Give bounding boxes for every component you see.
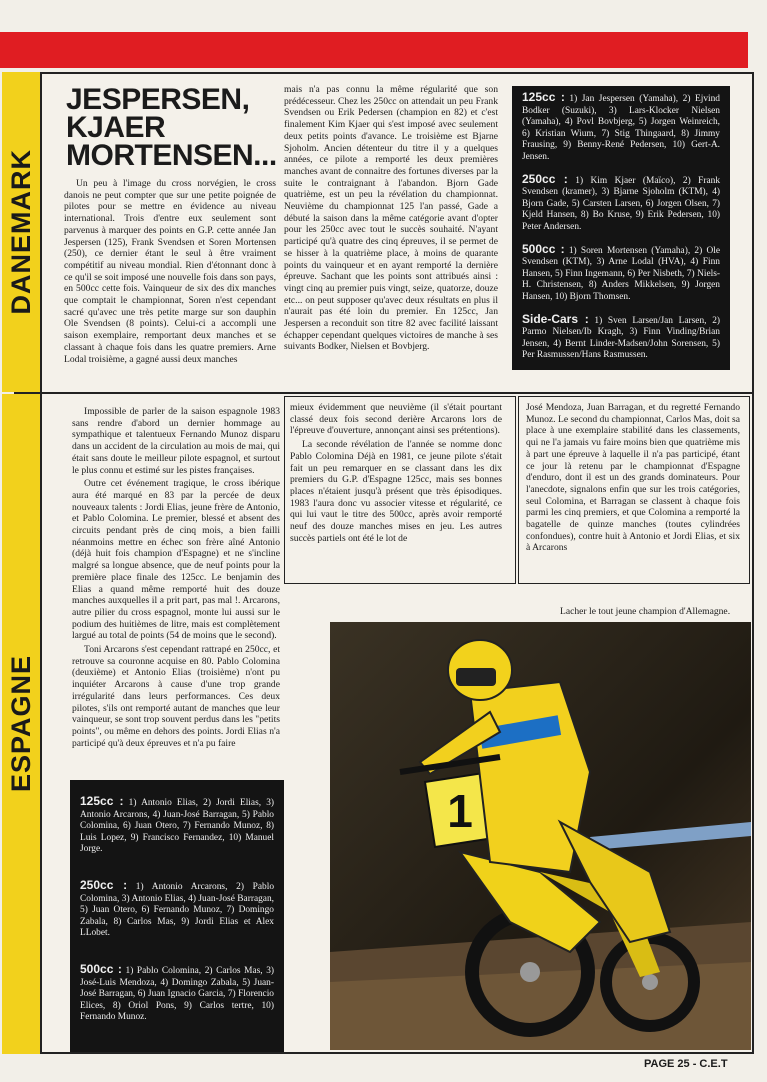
result-item: 125cc : 1) Antonio Elias, 2) Jordi Elias, 3) Antonio Arcarons, 4) Juan-José Barragan, 5) Pablo Colomina, 6) Juan Otero, 7) Fernando Munoz, 8) Luis Lopez, 9) Francisco Fernandez, 10) Manuel Jorge. xyxy=(80,794,275,855)
section-divider xyxy=(16,392,752,394)
result-item: Side-Cars : 1) Sven Larsen/Jan Larsen, 2) Parmo Nielsen/Ib Kragh, 3) Finn Vinding/Brian Jensen, 4) Bernt Linder-Madsen/John Sorensen, 5) Per Rasmussen/Hans Rasmussen. xyxy=(522,311,721,361)
spain-text-col2: mieux évidemment que neuvième (il s'était pourtant classé deux fois second derière Arcarons lors de l'épreuve d'ouverture, annonçant ainsi ses prétentions). La seconde révélation de l'année se nomme donc Pablo Colomina Déjà en 1981, ce jeune pilote s'était fait un peu remarquer en se classant dans les dix premiers du G.P. d'Espagne 125cc, mais ses bonnes places n'étaient jusqu'à présent que très épisodiques. 1983 l'aura donc vu associer vitesse et régularité, ce qui lui vaut le titre des 500cc, après avoir remporté neuf des douze manches mises en jeu. Les autres succès partiels ont été le lot de xyxy=(290,402,502,544)
rider-illustration xyxy=(330,622,751,1050)
result-item: 250cc : 1) Kim Kjaer (Maïco), 2) Frank Svendsen (kramer), 3) Bjarne Sjoholm (KTM), 4) Bjorn Gade, 5) Carsten Larsen, 6) Jorgen Olsen, 7) Kjeld Hansen, 8) Bo Kruse, 9) Erik Pedersen, 10) Peter Andersen. xyxy=(522,171,721,232)
spain-results-box xyxy=(70,780,284,1052)
photo-caption: Lacher le tout jeune champion d'Allemagne. xyxy=(560,606,731,617)
result-item: 500cc : 1) Soren Mortensen (Yamaha), 2) Ole Svendsen (KTM), 3) Arne Lodal (HVA), 4) Finn Hansen, 5) Finn Ingemann, 6) Per Nisbeth, 7) Niels-H. Christensen, 8) Anders Mikkelsen, 9) Jorgen Hansen, 10) Bjorn Thomsen. xyxy=(522,241,720,302)
result-item: 250cc : 1) Antonio Arcarons, 2) Pablo Colomina, 3) Antonio Elias, 4) Juan-José Barragan, 5) Juan Otero, 6) Fernando Munoz, 7) Domingo Zabala, 8) Carlos Mas, 9) Jordi Elias et Alex LLobet. xyxy=(80,877,275,939)
spain-text-col3: José Mendoza, Juan Barragan, et du regretté Fernando Munoz. Le second du championnat, Carlos Mas, doit sa place à une exemplaire stabilité dans les classements, qui ne l'a jamais vu faire moins bien que quatrième mis à part une épreuve à laquelle il n'a pas participé, étant ce jour là retenu par le championnat d'Espagne d'enduro, dont il est un des grands dominateurs. Pour l'anecdote, signalons enfin que sur les trois catégories, seul Colomina, et Barragan se classent à chaque fois parmi les cinq premiers, et que Colomina a remporté la bagatelle de quinze manches (toutes cylindrées confondues), contre huit à Antonio et Jordi Elias, et six à Arcarons xyxy=(526,402,740,554)
section-label-spain: ESPAGNE xyxy=(2,394,42,1054)
page-footer: PAGE 25 - C.E.T xyxy=(644,1058,728,1070)
spain-text-col1: Impossible de parler de la saison espagnole 1983 sans rendre d'abord un dernier hommage au sympathique et talentueux Fernando Munoz disparu dans un accident de la circulation au mois de mai, qui était sans doute le meilleur pilote espagnol, et surtout le plus connu et estimé sur les pistes françaises. Outre cet événement tragique, le cross ibérique aura été marqué en 83 par la percée de deux nouveaux talents : Jordi Elias, jeune frère de Antonio, et Pablo Colomina. Le premier, blessé et absent des circuits pendant près de cinq mois, a bien failli néanmoins mettre en échec son frère aîné Antonio (déjà huit fois champion d'Espagne) et ne s'incline malgré sa longue absence, que de neuf points pour la première place finale des 125cc. Le benjamin des Elias a quand même remporté huit des douze manches auxquelles il a prit part, pas mal !. Arcarons, autre pilier du cross espagnol, monte lui aussi sur le podium des huitièmes de litre, mais est complètement largué au total de points (54 de moins que le second). Toni Arcarons s'est cependant rattrapé en 250cc, et retrouve sa couronne acquise en 80. Pablo Colomina (deuxième) et Antonio Elias (troisième) n'ont pu inquiéter Arcarons à cause d'une trop grande irrégularité dans leurs performances. Ces deux pilotes, s'ils ont remporté autant de manches que leur vainqueur, se sont trop souvent perdus dans les "petits points", ou même en dehors des points. Jordi Elias n'a participé qu'à deux épreuves et n'a pu faire xyxy=(72,406,280,749)
denmark-headline: JESPERSEN, KJAER MORTENSEN... xyxy=(66,83,277,172)
bike-number: 1 xyxy=(447,785,473,837)
top-red-bar xyxy=(0,32,748,68)
denmark-text-col1: Un peu à l'image du cross norvégien, le cross danois ne peut compter que sur une petite poignée de pilotes pour se mettre en évidence au niveau international. Trois d'entre eux seulement sont parvenus à marquer des points en G.P. cette année Jan Jespersen (125), Frank Svendsen et Soren Mortensen (250), ce dernier étant le seul à être vraiment compétitif au niveau mondial. Rien d'étonnant donc à ce qu'il se soit imposé une nouvelle fois dans son pays, en 500cc cette fois. Vainqueur de six des dix manches que comptait le championnat, Soren n'est cependant sacré qu'avec une très petite marge sur son dauphin Ole Svendsen (8 points). Celui-ci a accompli une saison exemplaire, remportant deux manches et se classant à chaque fois dans les quatre premiers. Arne Lodal troisième, a gagné aussi deux manches xyxy=(64,178,276,365)
result-item: 125cc : 1) Jan Jespersen (Yamaha), 2) Ejvind Bodker (Suzuki), 3) Lars-Klocker Nielsen (Yamaha), 4) Povl Bovbjerg, 5) Jorgen Weinreich, 6) Kristian Wium, 7) Stig Thingaard, 8) Jimmy Frausing, 9) Benny-René Pedersen, 10) Gert-A. Jensen. xyxy=(522,90,720,162)
motocross-rider-photo xyxy=(330,622,751,1050)
section-label-denmark: DANEMARK xyxy=(2,72,42,392)
denmark-text-col2: mais n'a pas connu la même régularité que son prédécesseur. Chez les 250cc on attendait un peu Frank Svendsen ou Erik Pedersen (champion en 82) et c'est finalement Kim Kjaer qui s'est imposé avec seulement deux petits points d'avance. Le troisième est Bjarne Sjoholm. Ancien détenteur du titre il y a quelques années, ce pilote a remporté les deux premières manches avant de connaitre des fortunes diverses par la suite le contraignant à l'abandon. Bjorn Gade quatrième, est un peu la révélation du championnat. Neuvième du championnat 125 l'an passé, Gade a débuté la saison dans la même catégorie avant d'opter pour les 250cc avec tout le succès souhaité. N'ayant participé qu'à quatre des cinq épreuves, il se permet de se hisser à la quatrième place, à moins de quarante points du vainqueur et en ayant remporté la dernière épreuve. Sachant que les points sont attribués ainsi : vingt cinq au premier puis vingt, seize, quatorze, douze etc... on peut supposer qu'avec deux résultats en plus il n'aurait pas été loin du premier. En 125cc, Jan Jespersen a reconduit son titre 82 avec facilité laissant échapper cependant quelques victoires de manche à ses suivants Bodker, Nielsen et Bovbjerg. xyxy=(284,84,498,353)
denmark-results-box xyxy=(512,86,730,370)
result-item: 500cc : 1) Pablo Colomina, 2) Carlos Mas, 3) José-Luis Mendoza, 4) Domingo Zabala, 5) Juan-José Barragan, 6) Juan Ignacio Garcia, 7) Florencio Elices, 8) Oriol Pons, 9) Carlos tertre, 10) Fernando Munoz. xyxy=(80,961,275,1023)
